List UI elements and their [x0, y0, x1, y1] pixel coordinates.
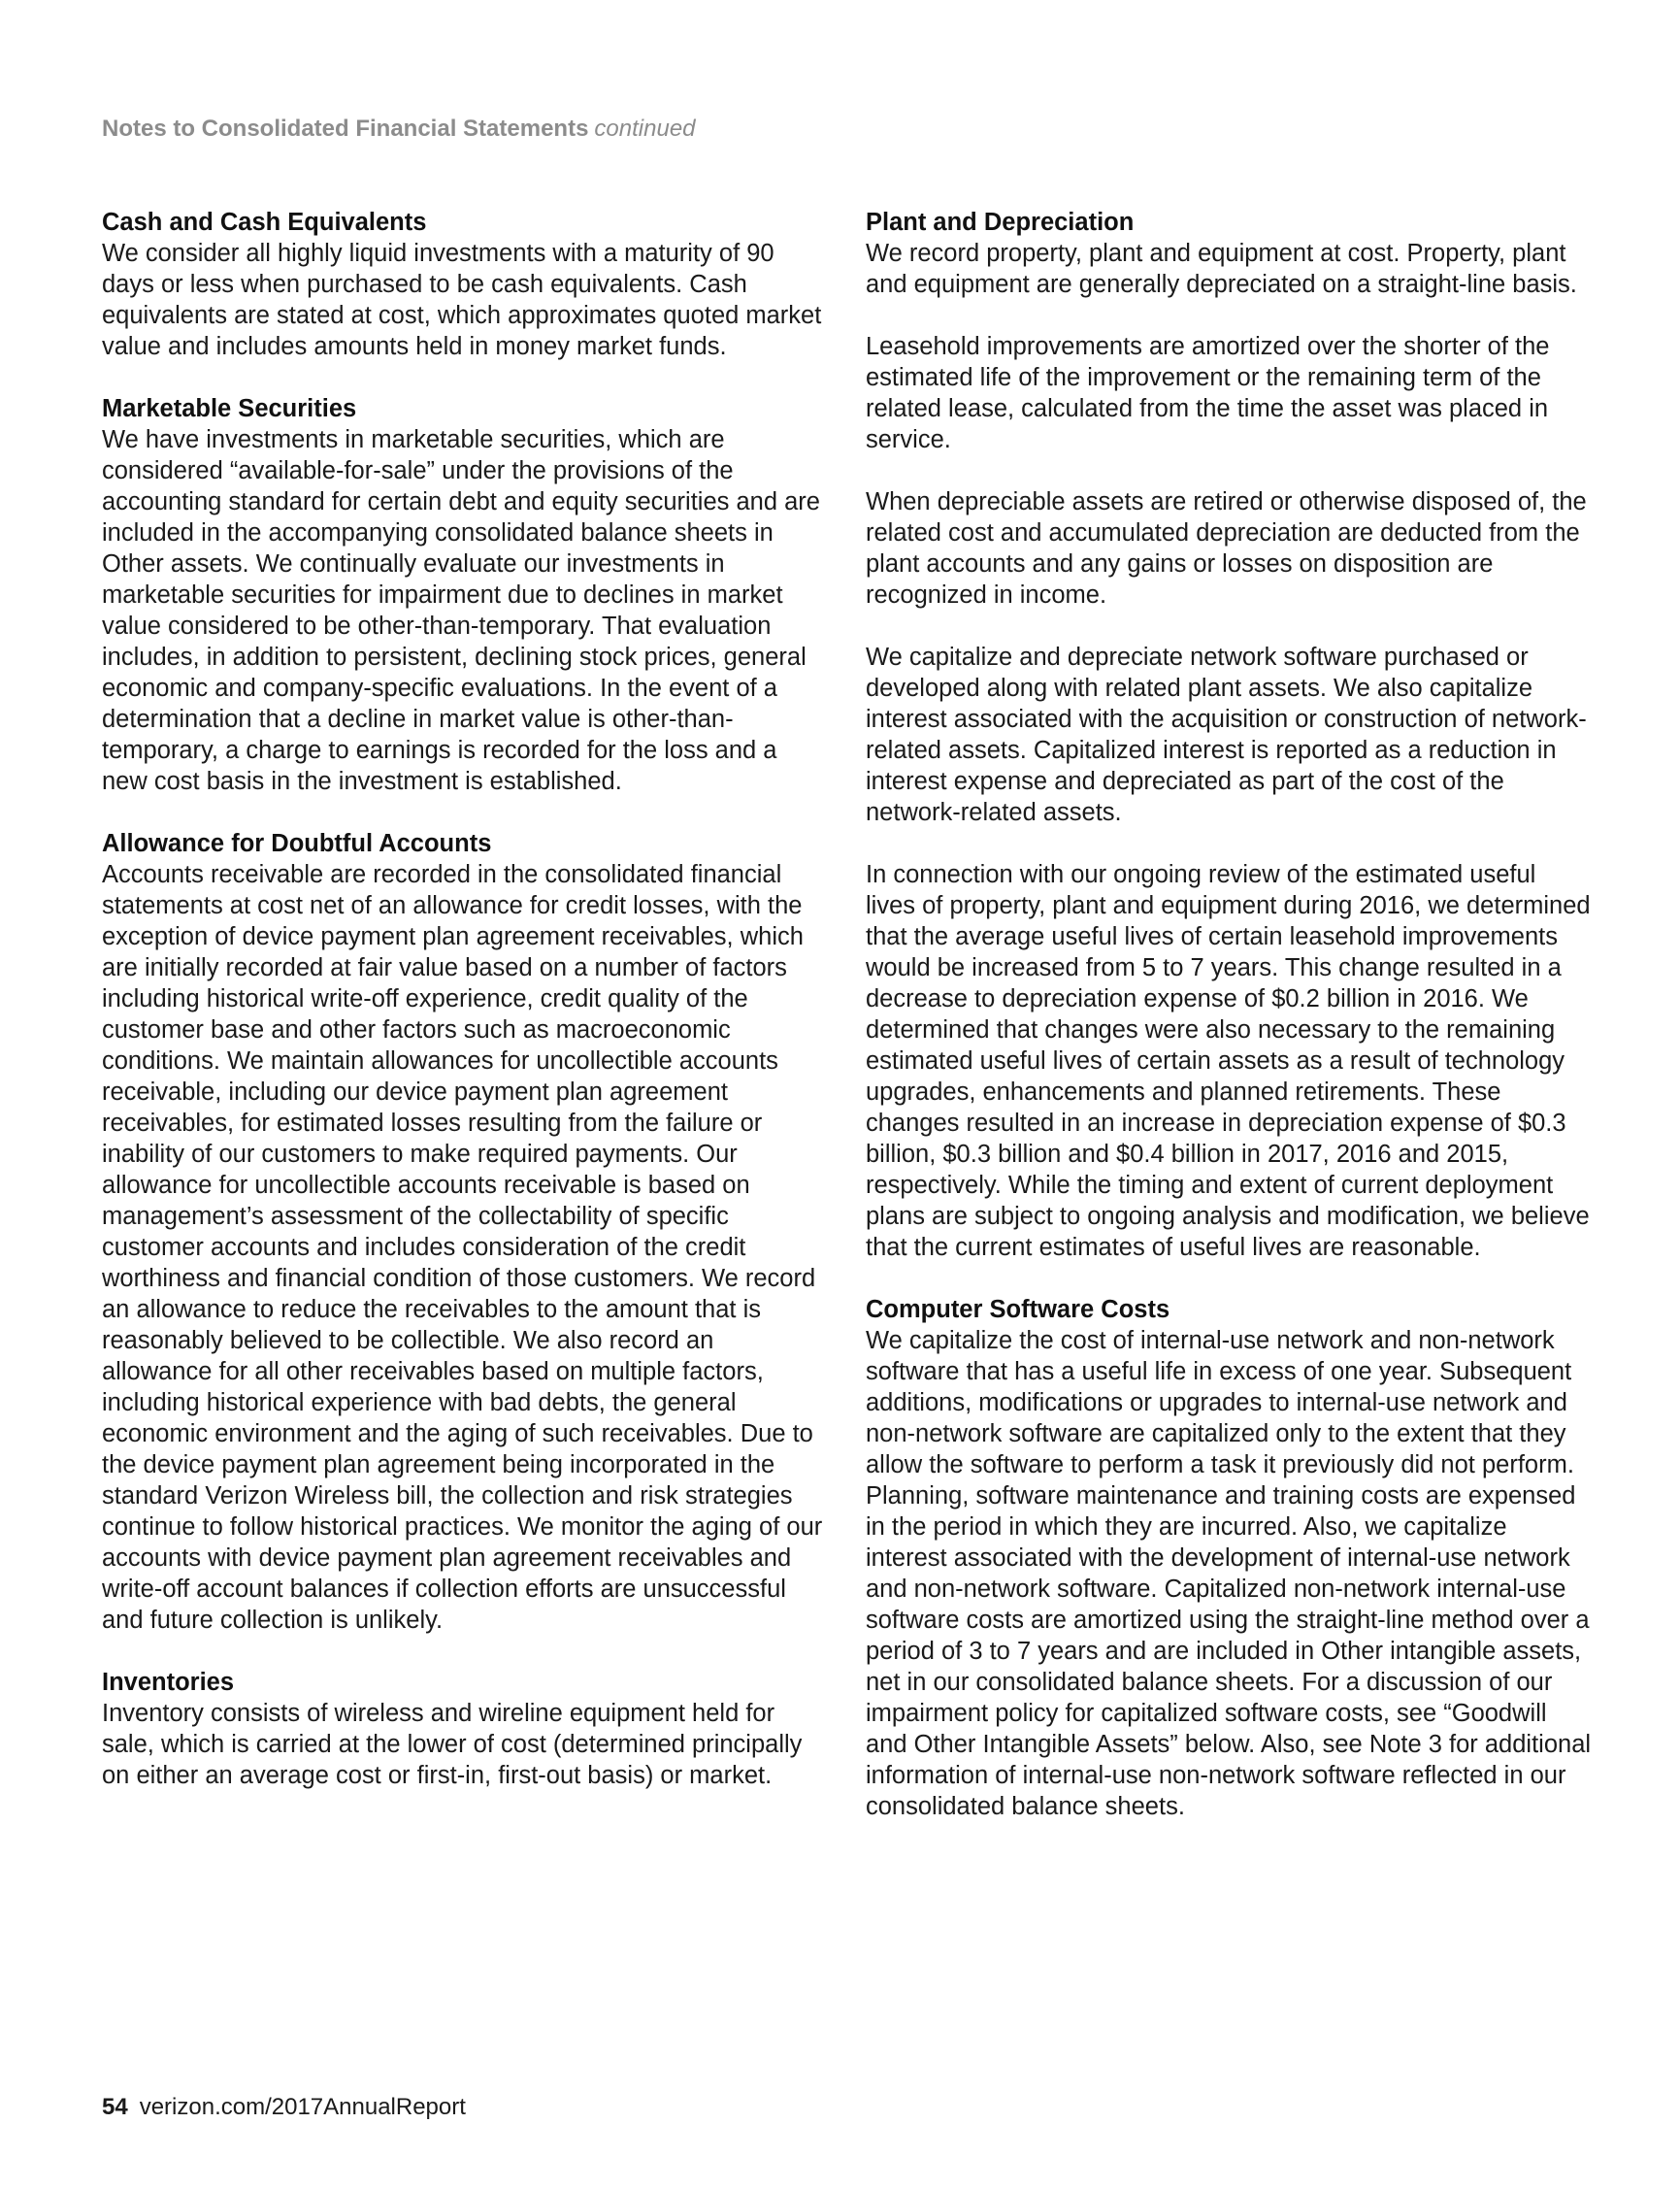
section-marketable-securities [102, 393, 828, 797]
page-footer [102, 2093, 466, 2122]
section-heading: Allowance for Doubtful Accounts [102, 830, 492, 857]
section-paragraph: Accounts receivable are recorded in the consolidated financial statements at cost net of an allowance for credit losses, with the exception of device payment plan agreement receivables, which are initially recorded at fair value based on a number of factors including historical write-off experience, credit quality of the customer base and other factors such as macroeconomic conditions. We maintain allowances for uncollectible accounts receivable, including our device payment plan agreement receivables, for estimated losses resulting from the failure or inability of our customers to make required payments. Our allowance for uncollectible accounts receivable is based on management’s assessment of the collectability of specific customer accounts and includes consideration of the credit worthiness and financial condition of those customers. We record an allowance to reduce the receivables to the amount that is reasonably believed to be collectible. We also record an allowance for all other receivables based on multiple factors, including historical experience with bad debts, the general economic environment and the aging of such receivables. Due to the device payment plan agreement being incorporated in the standard Verizon Wireless bill, the collection and risk strategies continue to follow historical practices. We monitor the aging of our accounts with device payment plan agreement receivables and write-off account balances if collection efforts are unsuccessful and future collection is unlikely. [102, 861, 823, 1634]
section-allowance-doubtful-accounts [102, 828, 828, 1636]
right-column [866, 207, 1592, 1853]
section-computer-software-costs [866, 1294, 1592, 1822]
section-paragraph: Leasehold improvements are amortized over the shorter of the estimated life of the improvement or the remaining term of the related lease, calculated from the time the asset was placed in service. [866, 333, 1550, 453]
section-heading: Computer Software Costs [866, 1296, 1170, 1323]
section-cash-equivalents [102, 207, 828, 362]
section-paragraph: We record property, plant and equipment at cost. Property, plant and equipment are generally depreciated on a straight-line basis. [866, 240, 1577, 298]
section-paragraph: We consider all highly liquid investments with a maturity of 90 days or less when purchased to be cash equivalents. Cash equivalents are stated at cost, which approximates quoted market value and includes amounts held in money market funds. [102, 240, 822, 360]
section-inventories [102, 1667, 828, 1791]
section-paragraph: Inventory consists of wireless and wireline equipment held for sale, which is carried at the lower of cost (determined principally on either an average cost or first-in, first-out basis) or market. [102, 1700, 803, 1789]
section-heading: Marketable Securities [102, 395, 357, 422]
running-header-continued: continued [594, 116, 696, 142]
section-plant-depreciation [866, 207, 1592, 1263]
section-heading: Inventories [102, 1669, 235, 1696]
section-paragraph: We have investments in marketable securities, which are considered “available-for-sale” under the provisions of the accounting standard for certain debt and equity securities and are included in the accompanying consolidated balance sheets in Other assets. We continually evaluate our investments in marketable securities for impairment due to declines in market value considered to be other-than-temporary. That evaluation includes, in addition to persistent, declining stock prices, general economic and company-specific evaluations. In the event of a determination that a decline in market value is other-than-temporary, a charge to earnings is recorded for the loss and a new cost basis in the investment is established. [102, 426, 820, 795]
left-column [102, 207, 828, 1822]
section-paragraph: We capitalize the cost of internal-use network and non-network software that has a useful life in excess of one year. Subsequent additions, modifications or upgrades to internal-use network and non-network software are capitalized only to the extent that they allow the software to perform a task it previously did not perform. Planning, software maintenance and training costs are expensed in the period in which they are incurred. Also, we capitalize interest associated with the development of internal-use network and non-network software. Capitalized non-network internal-use software costs are amortized using the straight-line method over a period of 3 to 7 years and are included in Other intangible assets, net in our consolidated balance sheets. For a discussion of our impairment policy for capitalized software costs, see “Goodwill and Other Intangible Assets” below. Also, see Note 3 for additional information of internal-use non-network software reflected in our consolidated balance sheets. [866, 1327, 1592, 1820]
section-paragraph: We capitalize and depreciate network software purchased or developed along with related plant assets. We also capitalize interest associated with the acquisition or construction of network-related assets. Capitalized interest is reported as a reduction in interest expense and depreciated as part of the cost of the network-related assets. [866, 644, 1587, 826]
running-header [102, 115, 696, 144]
page-number: 54 [102, 2094, 128, 2120]
section-heading: Cash and Cash Equivalents [102, 209, 427, 236]
running-header-title: Notes to Consolidated Financial Statements [102, 116, 589, 142]
section-paragraph: In connection with our ongoing review of the estimated useful lives of property, plant and equipment during 2016, we determined that the average useful lives of certain leasehold improvements would be increased from 5 to 7 years. This change resulted in a decrease to depreciation expense of $0.2 billion in 2016. We determined that changes were also necessary to the remaining estimated useful lives of certain assets as a result of technology upgrades, enhancements and planned retirements. These changes resulted in an increase in depreciation expense of $0.3 billion, $0.3 billion and $0.4 billion in 2017, 2016 and 2015, respectively. While the timing and extent of current deployment plans are subject to ongoing analysis and modification, we believe that the current estimates of useful lives are reasonable. [866, 861, 1591, 1261]
section-heading: Plant and Depreciation [866, 209, 1135, 236]
report-url: verizon.com/2017AnnualReport [139, 2094, 466, 2120]
section-paragraph: When depreciable assets are retired or otherwise disposed of, the related cost and accumulated depreciation are deducted from the plant accounts and any gains or losses on disposition are recognized in income. [866, 488, 1587, 609]
